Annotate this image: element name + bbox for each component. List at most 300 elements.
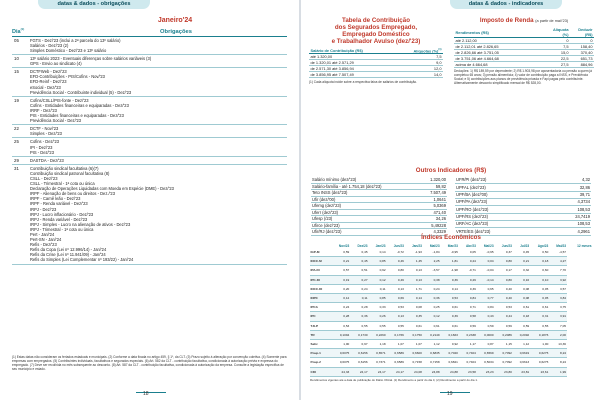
- obligation-day: 31: [14, 165, 19, 171]
- index-value: 0,1766: [386, 330, 404, 339]
- indicator-name: Ufemg (dez/'23): [311, 203, 420, 210]
- indicator-value: 1.320,00: [420, 177, 447, 183]
- indicator-name: Ufesp (/23): [311, 216, 420, 223]
- index-value: -3,57: [422, 266, 440, 275]
- index-value: 0,84: [458, 294, 476, 303]
- indicator-row: [455, 184, 591, 191]
- index-value: 0,77: [476, 294, 494, 303]
- index-value: 0,85: [368, 257, 386, 266]
- index-value: 0,31: [530, 312, 549, 321]
- obligation-item: 13º salário 2023 - Eventuais diferenças sobre salários variáveis (3): [30, 56, 152, 62]
- section-tab-obrigacoes[interactable]: datas & dados - obrigações: [38, 0, 150, 9]
- index-value: 0,6619: [512, 349, 529, 358]
- income-tax-row: [454, 62, 594, 68]
- index-value: 0,7092: [494, 349, 512, 358]
- index-value: 24,88: [440, 367, 458, 376]
- index-value: 0,84: [476, 303, 494, 312]
- index-value: 0,12: [331, 294, 350, 303]
- ir-deduction: 158,40: [570, 44, 594, 50]
- index-value: 0,59: [458, 321, 476, 330]
- index-value: 8,24: [549, 349, 567, 358]
- indicator-row: [455, 191, 591, 198]
- index-column-header: Mai/23: [429, 244, 440, 248]
- index-row: [310, 284, 592, 293]
- obligation-item: IRPJ - Lucro inflacionário - Dez/'23: [30, 211, 94, 217]
- index-value: 0,58: [458, 312, 476, 321]
- obligation-items: [30, 139, 287, 154]
- index-label: INCC-M: [310, 257, 331, 266]
- index-value: 0,57: [331, 266, 350, 275]
- index-value: -1,84: [422, 248, 440, 257]
- index-column-header: Jun/23: [393, 244, 404, 248]
- index-label: TJLP: [310, 321, 331, 330]
- index-value: 1,12: [512, 340, 529, 349]
- index-column-header: Dez/23: [357, 244, 368, 248]
- index-value: 0,21: [512, 257, 529, 266]
- index-value: 24,17: [368, 367, 386, 376]
- index-value: 3,91: [549, 312, 567, 321]
- obligation-item: Simples - Dez/'23: [30, 131, 62, 137]
- indicator-name: Salário mínimo (dez/'23): [311, 177, 420, 183]
- index-value: 0,17: [494, 266, 512, 275]
- index-value: -0,72: [386, 248, 404, 257]
- index-value: 0,61: [512, 303, 529, 312]
- index-value: 0,11: [350, 294, 368, 303]
- index-value: 0,61: [422, 321, 440, 330]
- contribution-table: [309, 47, 443, 78]
- index-label: Poup.2: [310, 358, 331, 367]
- indicator-value: 1,0641: [420, 196, 447, 203]
- index-value: 0,71: [458, 303, 476, 312]
- index-value: 0,53: [386, 303, 404, 312]
- index-value: 0,53: [440, 294, 458, 303]
- obligation-day: 15: [14, 69, 19, 75]
- index-row: [310, 330, 592, 339]
- index-label: IPA-DI: [310, 266, 331, 275]
- contribution-title-line: Tabela de Contribuição: [342, 17, 410, 24]
- index-value: 0,92: [440, 340, 458, 349]
- ir-col-aliquota: Alíquota (%): [548, 27, 570, 38]
- contribution-range: de 3.856,95 até 7.507,49: [309, 72, 395, 78]
- index-column-header: 12 meses: [577, 244, 592, 248]
- obligation-item: FGTS - Dez/'23 (inclui a 2ª parcela do 13º salário): [30, 37, 121, 43]
- index-value: 0,6571: [368, 349, 386, 358]
- index-value: 0,53: [331, 321, 350, 330]
- index-value: 0,13: [386, 312, 404, 321]
- indicator-row: [455, 206, 591, 213]
- indicator-value: 24,7419: [548, 213, 591, 220]
- indicator-row: [455, 213, 591, 220]
- index-label: IPC: [310, 312, 331, 321]
- index-value: 0,45: [512, 248, 529, 257]
- index-value: 3,75: [549, 303, 567, 312]
- index-value: 1,00: [331, 340, 350, 349]
- contribution-title-line: dos Segurados Empregado,: [334, 24, 418, 31]
- index-value: 0,55: [350, 321, 368, 330]
- index-value: 0,1094: [331, 330, 350, 339]
- obligation-items: [30, 69, 287, 94]
- index-value: 7,05: [549, 321, 567, 330]
- index-column-header: Mai/23: [483, 244, 494, 248]
- index-value: -0,95: [476, 248, 494, 257]
- index-value: -4,57: [549, 248, 567, 257]
- index-value: 0,59: [331, 248, 350, 257]
- contrib-col-aliquota: Alíquotas (%)$^{(1)}$: [395, 47, 443, 54]
- index-value: 0,36: [440, 275, 458, 284]
- index-value: 0,0000: [476, 330, 494, 339]
- index-column-header: Mai/23: [556, 244, 567, 248]
- index-value: 0,7404: [458, 358, 476, 367]
- index-value: 0,87: [476, 340, 494, 349]
- indicator-name: Teto INSS (dez/'23): [311, 190, 420, 197]
- index-value: 0,29: [458, 275, 476, 284]
- indicator-name: VRTE/ES (dez/'23): [455, 228, 548, 235]
- index-value: 0,7371: [368, 358, 386, 367]
- obligation-item: Simples Doméstico - Dez/'23 e 13º salário: [30, 48, 107, 54]
- indicator-value: 471,40: [420, 209, 447, 216]
- index-value: 0,5034: [476, 358, 494, 367]
- index-value: 0,33: [368, 303, 386, 312]
- index-value: -0,71: [458, 266, 476, 275]
- index-value: 0,36: [422, 294, 440, 303]
- obligation-item: Cofins - Entidades financeiras e equiparadas - Dez/'23: [30, 102, 129, 108]
- obligation-item: IRPF - Renda variável - Dez/'23: [30, 201, 88, 207]
- obligation-item: EFD-Contribuições - PIS/Cofins - Nov/'23: [30, 74, 105, 80]
- income-tax-title: Imposto de Renda (a partir de mai/'23): [479, 17, 569, 24]
- page-number: 18: [143, 391, 149, 397]
- index-value: 0,13: [404, 275, 422, 284]
- index-value: 0,6569: [476, 349, 494, 358]
- index-value: 0,28: [331, 312, 350, 321]
- index-value: 3,84: [549, 294, 567, 303]
- obligation-item: IRPF - Alienação de bens ou direitos - Dez./'23: [30, 191, 115, 197]
- index-column-header: Abr/23: [465, 244, 476, 248]
- index-value: 7,70: [549, 266, 567, 275]
- index-value: 0,05: [530, 294, 549, 303]
- obligation-row: [12, 37, 287, 55]
- obligation-items: [30, 166, 287, 263]
- month-title: Janeiro'24: [157, 17, 193, 24]
- obligation-item: IPI - Dez/'23: [30, 144, 53, 150]
- obligation-item: IRPJ - Trimestral - 1ª cota ou única: [30, 226, 94, 232]
- ir-range: de 3.751,06 até 4.664,68: [454, 56, 548, 62]
- contribution-range: de 1.320,01 até 2.571,29: [309, 60, 395, 66]
- index-value: 3,57: [549, 284, 567, 293]
- indicator-name: Salário-família - até 1.754,18 (dez/'23): [311, 183, 420, 190]
- page-number-bar: [440, 392, 470, 398]
- indicator-name: URF/AC (dez/'23): [455, 220, 548, 227]
- index-value: -0,04: [476, 266, 494, 275]
- index-value: 0,6613: [512, 358, 529, 367]
- index-value: 0,55: [530, 321, 549, 330]
- index-column-header: Jul/23: [520, 244, 530, 248]
- contribution-rate: 12,0: [395, 66, 443, 72]
- index-label: IPC-DI: [310, 275, 331, 284]
- index-value: 0,44: [494, 312, 512, 321]
- ir-deduction: 651,73: [570, 56, 594, 62]
- index-value: 0,20: [331, 284, 350, 293]
- index-value: 0,55: [386, 321, 404, 330]
- index-value: 0,25: [422, 303, 440, 312]
- index-label: INCC-DI: [310, 284, 331, 293]
- index-value: 0,24: [331, 303, 350, 312]
- index-value: 1,07: [404, 340, 422, 349]
- indicator-value: 5,0369: [420, 203, 447, 210]
- index-value: 1,99: [549, 367, 567, 376]
- obligation-item: IRPJ - Renda variável - Dez/'23: [30, 216, 88, 222]
- economic-indices-table: [310, 244, 592, 377]
- index-value: 0,24: [350, 284, 368, 293]
- index-value: 23,80: [494, 367, 512, 376]
- ir-rate: 27,5: [548, 62, 570, 68]
- index-value: 0,19: [331, 275, 350, 284]
- index-value: -1,93: [404, 248, 422, 257]
- obligation-item: eSocial - Dez/'23: [30, 84, 61, 90]
- index-value: 0,2338: [458, 330, 476, 339]
- obligation-day: 29: [14, 157, 19, 163]
- index-column-header: Nov/23: [338, 244, 350, 248]
- index-value: 0,24: [458, 257, 476, 266]
- contribution-row: [309, 72, 443, 78]
- ir-rate: 15,0: [548, 50, 570, 56]
- index-value: 23,23: [476, 367, 494, 376]
- ir-rate: 0: [548, 38, 570, 44]
- index-value: 0,6156: [350, 358, 368, 367]
- obligation-item: IRPJ - Simples - Lucro na alienação de ativos - Dez/'23: [30, 221, 131, 227]
- ir-deduction: 884,96: [570, 62, 594, 68]
- index-value: 0,37: [494, 248, 512, 257]
- obligation-items: [30, 98, 287, 123]
- index-value: 1,17: [458, 340, 476, 349]
- index-value: 24,08: [404, 367, 422, 376]
- index-value: 0,36: [350, 312, 368, 321]
- section-tab-indicadores[interactable]: datas & dados - indicadores: [450, 0, 562, 9]
- obligation-item: PIS - Dez/'23: [30, 149, 54, 155]
- index-value: 0,14: [440, 284, 458, 293]
- contribution-table-box: [309, 17, 443, 85]
- index-row: [310, 303, 592, 312]
- index-value: 0,61: [440, 321, 458, 330]
- indicator-row: [455, 220, 591, 227]
- index-label: IPCA: [310, 303, 331, 312]
- obligations-rows: [12, 37, 287, 265]
- obligation-item: DCTF - Nov/'23: [30, 126, 59, 132]
- index-value: 1,07: [386, 340, 404, 349]
- contribution-title-line: Empregado Doméstico: [342, 31, 410, 38]
- index-value: 1,15: [494, 340, 512, 349]
- index-value: 0,7158: [422, 358, 440, 367]
- index-value: 0,32: [512, 266, 529, 275]
- index-value: 23,81: [512, 367, 529, 376]
- obligation-row: [12, 68, 287, 96]
- index-value: 3,92: [549, 275, 567, 284]
- index-row: [310, 358, 592, 367]
- obligation-item: PIS - Entidades financeiras e equiparadas - Dez/'23: [30, 113, 124, 119]
- page-number-bar: [136, 392, 166, 398]
- index-value: 0,59: [476, 321, 494, 330]
- index-value: 0,14: [368, 248, 386, 257]
- economic-indices-title: Índices Econômicos: [421, 234, 481, 241]
- index-value: 0,85: [368, 294, 386, 303]
- index-row: [310, 257, 592, 266]
- index-value: 13,36: [549, 340, 567, 349]
- indicator-value: 108,53: [548, 220, 591, 227]
- indicator-value: 108,53: [548, 206, 591, 213]
- index-value: 2,00: [549, 330, 567, 339]
- obligation-item: Salários - Dez/'23 (2): [30, 42, 69, 48]
- index-label: CDI: [310, 367, 331, 376]
- index-row: [310, 312, 592, 321]
- indicator-name: Uferr (dez/'23): [311, 209, 420, 216]
- obligation-row: [12, 125, 287, 138]
- obligation-item: Previdência Social - Contribuinte individual (5) - Dez/'23: [30, 89, 132, 95]
- contribution-rate: 14,0: [395, 72, 443, 78]
- index-value: 0,1663: [440, 330, 458, 339]
- ir-range: de 2.826,66 até 3.751,05: [454, 50, 548, 56]
- indicator-row: [455, 198, 591, 205]
- index-value: 0,6589: [386, 358, 404, 367]
- index-value: 1,45: [404, 257, 422, 266]
- other-indicators-title: Outros Indicadores (R$): [415, 167, 487, 174]
- index-value: 0,04: [476, 257, 494, 266]
- index-value: 0,12: [368, 275, 386, 284]
- index-value: 0,61: [530, 303, 549, 312]
- economic-indices-note: Rendimentos vigentes até a data de publicação do Diário Oficial. (1) Rendimento a partir do dia 4; (2) Rendimento a partir do dia 1.: [310, 377, 478, 382]
- indicator-name: UPF/RO (dez/'23): [455, 206, 548, 213]
- index-value: 0,11: [368, 284, 386, 293]
- index-value: 1,71: [404, 284, 422, 293]
- index-column-header: Jan/23: [411, 244, 422, 248]
- index-row: [310, 275, 592, 284]
- obligation-item: EFD-Reinf - Dez/'23: [30, 79, 67, 85]
- col-obrigacoes-header: Obrigações: [160, 28, 192, 35]
- index-value: 0,6275: [530, 349, 549, 358]
- index-value: 0,1730: [350, 330, 368, 339]
- index-value: 0,39: [458, 284, 476, 293]
- index-value: 0,28: [350, 303, 368, 312]
- index-value: -1,98: [440, 266, 458, 275]
- obligation-item: Contribuição sindical patronal facultativa (8): [30, 170, 110, 176]
- index-value: 1,18: [368, 340, 386, 349]
- index-value: 0,6821: [440, 358, 458, 367]
- index-value: 0,53: [494, 303, 512, 312]
- obligation-row: [12, 157, 287, 165]
- index-value: 0,51: [350, 266, 368, 275]
- index-row: [310, 340, 592, 349]
- index-value: 0,2149: [422, 330, 440, 339]
- obligation-item: IRPF - Carnê leão - Dez/'23: [30, 196, 81, 202]
- index-value: 0,69: [386, 294, 404, 303]
- index-value: 0,6589: [386, 349, 404, 358]
- indicator-value: 7.507,49: [420, 190, 447, 197]
- obligation-row: [12, 165, 287, 265]
- obligation-item: Contribuição sindical facultativa (6)(7): [30, 165, 99, 171]
- index-value: 0,61: [404, 321, 422, 330]
- obligation-day: 05: [14, 37, 19, 43]
- index-value: 0,7158: [404, 358, 422, 367]
- index-value: 0,08: [512, 284, 529, 293]
- left-page: [0, 0, 299, 400]
- index-label: TR: [310, 330, 331, 339]
- index-value: 0,12: [422, 312, 440, 321]
- index-label: INPC: [310, 294, 331, 303]
- obligation-item: Pert - Jan/'24: [30, 232, 55, 238]
- index-value: 0,26: [368, 312, 386, 321]
- contribution-note: (1) Cada alíquota incide sobre a respectiva faixa de salários de contribuição.: [309, 80, 418, 85]
- indicator-value: 5,49228: [420, 222, 447, 229]
- index-value: 2,25: [422, 257, 440, 266]
- index-value: 0,45: [350, 248, 368, 257]
- page-number: 19: [447, 391, 453, 397]
- obligation-item: Declaração de Operações Liquidadas com Moeda em Espécie (DME) - Dez/'23: [30, 186, 174, 192]
- index-row: [310, 294, 592, 303]
- index-value: 0,43: [476, 312, 494, 321]
- indicator-value: 39,71: [548, 191, 591, 198]
- right-page: [301, 0, 600, 400]
- index-value: 0,6156: [350, 349, 368, 358]
- income-tax-box: [454, 17, 594, 86]
- obligation-day: 25: [14, 139, 19, 145]
- obligations-header: [12, 27, 287, 37]
- obligation-item: CSLL - Dez/'23: [30, 175, 58, 181]
- obligation-items: [30, 38, 287, 53]
- index-value: 0,40: [494, 284, 512, 293]
- indicator-value: 4,2961: [548, 228, 591, 235]
- index-value: 0,24: [422, 284, 440, 293]
- index-label: IGP-M: [310, 248, 331, 257]
- obligation-item: Pert-SN - Jan/'24: [30, 237, 62, 243]
- index-column-header: Jan/23: [375, 244, 386, 248]
- obligation-item: Refis da Copa (Lei nº 12.996/14) - Jan/'24: [30, 247, 107, 253]
- index-value: 0,35: [404, 312, 422, 321]
- index-value: 0,7092: [494, 358, 512, 367]
- other-indicators-right: [455, 177, 591, 236]
- index-row: [310, 367, 592, 376]
- index-value: 0,40: [494, 294, 512, 303]
- obligation-item: Previdência Social - Dez/'23: [30, 118, 82, 124]
- index-value: 0,13: [404, 266, 422, 275]
- index-value: 23,61: [530, 367, 549, 376]
- indicator-name: UFR/PI (dez/'23): [455, 177, 548, 184]
- indicator-name: UPF/PA (dez/'23): [455, 198, 548, 205]
- index-value: 0,08: [404, 303, 422, 312]
- indicator-name: Ufir (dez/'00): [311, 196, 420, 203]
- indicator-value: 59,82: [420, 183, 447, 190]
- index-value: 0,80: [494, 257, 512, 266]
- obligation-item: IRPJ - Dez/'23: [30, 206, 57, 212]
- index-value: 0,6835: [422, 349, 440, 358]
- indicator-name: Ufirce (dez/'23): [311, 222, 420, 229]
- index-value: 0,05: [458, 248, 476, 257]
- contribution-rate: 9,0: [395, 60, 443, 66]
- index-column-header: Ago/23: [537, 244, 549, 248]
- ir-range: acima de 4.664,68: [454, 62, 548, 68]
- obligation-item: GPS - Envio ao sindicato (4): [30, 61, 82, 67]
- obligation-day: 22: [14, 126, 19, 132]
- index-value: 0,1750: [404, 330, 422, 339]
- index-value: 0,59: [494, 321, 512, 330]
- ir-deduction: 370,40: [570, 50, 594, 56]
- obligation-row: [12, 55, 287, 68]
- obligation-items: [30, 56, 287, 66]
- other-indicators-left: [311, 177, 447, 236]
- index-value: 24,17: [386, 367, 404, 376]
- index-value: 0,50: [530, 248, 549, 257]
- obligation-item: CSLL - Trimestral - 1ª cota ou única: [30, 181, 95, 187]
- obligation-row: [12, 138, 287, 156]
- index-value: 0,14: [404, 294, 422, 303]
- obligation-item: Refis do Simples (Lei Complementar nº 193/22) - Jan/'24: [30, 257, 134, 263]
